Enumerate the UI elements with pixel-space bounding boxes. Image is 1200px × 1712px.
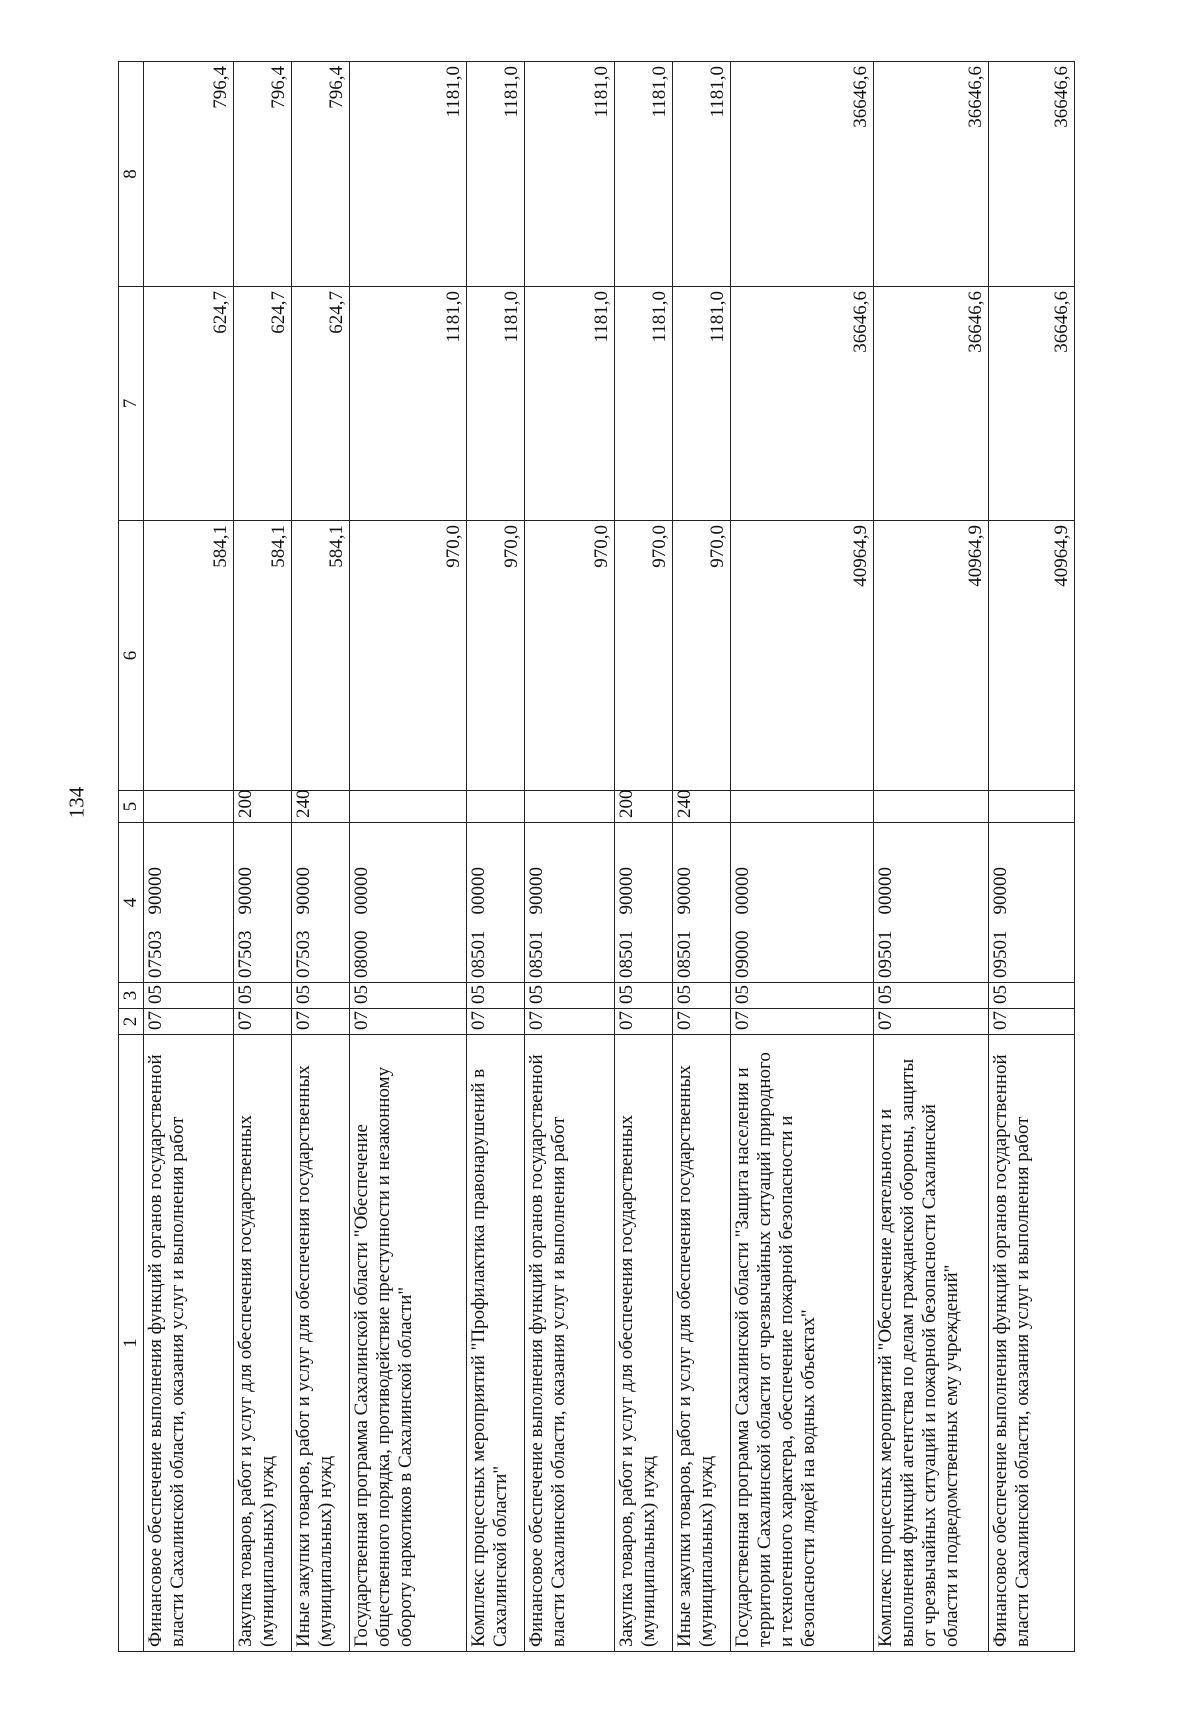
amount-col7-cell: 36646,6 — [989, 287, 1075, 521]
target-article-part-1: 08501 — [468, 930, 489, 978]
table-row — [292, 62, 350, 1652]
row-name-cell: Финансовое обеспечение выполнения функций органов государственной власти Сахалинской области, оказания услуг и выполнения работ — [989, 1035, 1075, 1652]
amount-col6-cell: 584,1 — [144, 521, 234, 791]
subsection-code-cell: 05 — [615, 983, 673, 1009]
column-header: 7 — [119, 287, 144, 521]
target-article-part-1: 08501 — [674, 930, 695, 978]
table-row — [525, 62, 615, 1652]
subsection-code-cell: 05 — [673, 983, 731, 1009]
rotated-table-container — [118, 62, 1073, 1652]
amount-col8-cell: 1181,0 — [350, 62, 467, 287]
target-article-part-2: 00000 — [351, 867, 372, 915]
amount-col8-cell: 36646,6 — [874, 62, 989, 287]
amount-col8-cell: 36646,6 — [731, 62, 874, 287]
column-header: 1 — [119, 1035, 144, 1652]
section-code-cell: 07 — [525, 1009, 615, 1035]
amount-col7-cell: 624,7 — [292, 287, 350, 521]
amount-col7-cell: 624,7 — [144, 287, 234, 521]
target-article-part-1: 07503 — [145, 930, 166, 978]
amount-col8-cell: 796,4 — [292, 62, 350, 287]
target-article-part-1: 08501 — [616, 930, 637, 978]
subsection-code-cell: 05 — [989, 983, 1075, 1009]
target-article-part-2: 00000 — [468, 867, 489, 915]
amount-col7-cell: 36646,6 — [874, 287, 989, 521]
amount-col8-cell: 796,4 — [144, 62, 234, 287]
table-row — [234, 62, 292, 1652]
target-article-part-1: 08501 — [526, 930, 547, 978]
table-row — [467, 62, 525, 1652]
section-code-cell: 07 — [731, 1009, 874, 1035]
amount-col6-cell: 40964,9 — [731, 521, 874, 791]
amount-col6-cell: 970,0 — [467, 521, 525, 791]
amount-col6-cell: 584,1 — [292, 521, 350, 791]
page-number: 134 — [64, 786, 89, 819]
row-name-cell: Государственная программа Сахалинской области "Защита населения и территории Сахалинской области от чрезвычайных ситуаций природного и техногенного характера, обеспечение пожарной безопасности и безопасности людей на водных объектах" — [731, 1035, 874, 1652]
column-header: 3 — [119, 983, 144, 1009]
target-article-cell — [234, 823, 292, 983]
amount-col6-cell: 970,0 — [350, 521, 467, 791]
section-code-cell: 07 — [673, 1009, 731, 1035]
row-name-cell: Финансовое обеспечение выполнения функций органов государственной власти Сахалинской области, оказания услуг и выполнения работ — [144, 1035, 234, 1652]
table-row — [874, 62, 989, 1652]
target-article-cell — [292, 823, 350, 983]
target-article-part-2: 90000 — [526, 867, 547, 915]
amount-col8-cell: 796,4 — [234, 62, 292, 287]
subsection-code-cell: 05 — [467, 983, 525, 1009]
amount-col8-cell: 1181,0 — [673, 62, 731, 287]
amount-col7-cell: 36646,6 — [731, 287, 874, 521]
target-article-part-2: 90000 — [293, 867, 314, 915]
target-article-part-1: 09000 — [732, 930, 753, 978]
amount-col8-cell: 36646,6 — [989, 62, 1075, 287]
column-header: 2 — [119, 1009, 144, 1035]
row-name-cell: Государственная программа Сахалинской области "Обеспечение общественного порядка, противодействие преступности и незаконному обороту наркотиков в Сахалинской области" — [350, 1035, 467, 1652]
expense-type-cell: 200 — [615, 791, 673, 823]
section-code-cell: 07 — [144, 1009, 234, 1035]
subsection-code-cell: 05 — [234, 983, 292, 1009]
subsection-code-cell: 05 — [292, 983, 350, 1009]
target-article-cell — [350, 823, 467, 983]
target-article-part-1: 07503 — [293, 930, 314, 978]
header-row — [119, 62, 144, 1652]
table-body — [119, 62, 1075, 1652]
target-article-cell — [989, 823, 1075, 983]
expense-type-cell: 200 — [234, 791, 292, 823]
budget-table — [118, 61, 1075, 1652]
subsection-code-cell: 05 — [350, 983, 467, 1009]
row-name-cell: Закупка товаров, работ и услуг для обеспечения государственных (муниципальных) нужд — [234, 1035, 292, 1652]
expense-type-cell — [874, 791, 989, 823]
column-header: 4 — [119, 823, 144, 983]
amount-col6-cell: 584,1 — [234, 521, 292, 791]
target-article-part-2: 90000 — [616, 867, 637, 915]
target-article-part-2: 00000 — [732, 867, 753, 915]
target-article-part-1: 09501 — [875, 930, 896, 978]
table-row — [989, 62, 1075, 1652]
expense-type-cell — [525, 791, 615, 823]
target-article-cell — [467, 823, 525, 983]
amount-col6-cell: 970,0 — [525, 521, 615, 791]
section-code-cell: 07 — [989, 1009, 1075, 1035]
target-article-cell — [144, 823, 234, 983]
table-row — [673, 62, 731, 1652]
expense-type-cell: 240 — [292, 791, 350, 823]
amount-col6-cell: 40964,9 — [874, 521, 989, 791]
amount-col7-cell: 624,7 — [234, 287, 292, 521]
amount-col6-cell: 970,0 — [673, 521, 731, 791]
target-article-part-2: 90000 — [990, 867, 1011, 915]
amount-col7-cell: 1181,0 — [673, 287, 731, 521]
section-code-cell: 07 — [874, 1009, 989, 1035]
section-code-cell: 07 — [467, 1009, 525, 1035]
target-article-part-1: 07503 — [235, 930, 256, 978]
subsection-code-cell: 05 — [874, 983, 989, 1009]
expense-type-cell — [467, 791, 525, 823]
column-header: 6 — [119, 521, 144, 791]
target-article-part-2: 00000 — [875, 867, 896, 915]
row-name-cell: Иные закупки товаров, работ и услуг для обеспечения государственных (муниципальных) нужд — [292, 1035, 350, 1652]
target-article-cell — [673, 823, 731, 983]
column-header: 8 — [119, 62, 144, 287]
section-code-cell: 07 — [234, 1009, 292, 1035]
amount-col7-cell: 1181,0 — [350, 287, 467, 521]
expense-type-cell — [731, 791, 874, 823]
expense-type-cell — [350, 791, 467, 823]
amount-col6-cell: 970,0 — [615, 521, 673, 791]
row-name-cell: Закупка товаров, работ и услуг для обеспечения государственных (муниципальных) нужд — [615, 1035, 673, 1652]
amount-col8-cell: 1181,0 — [615, 62, 673, 287]
amount-col6-cell: 40964,9 — [989, 521, 1075, 791]
section-code-cell: 07 — [292, 1009, 350, 1035]
amount-col7-cell: 1181,0 — [467, 287, 525, 521]
subsection-code-cell: 05 — [144, 983, 234, 1009]
table-row — [350, 62, 467, 1652]
row-name-cell: Комплекс процессных мероприятий "Обеспечение деятельности и выполнения функций агентства по делам гражданской обороны, защиты от чрезвычайных ситуаций и пожарной безопасности Сахалинской области и подведомственных ему учреждений" — [874, 1035, 989, 1652]
target-article-cell — [525, 823, 615, 983]
section-code-cell: 07 — [350, 1009, 467, 1035]
expense-type-cell: 240 — [673, 791, 731, 823]
column-header: 5 — [119, 791, 144, 823]
amount-col8-cell: 1181,0 — [467, 62, 525, 287]
expense-type-cell — [144, 791, 234, 823]
target-article-part-1: 09501 — [990, 930, 1011, 978]
amount-col7-cell: 1181,0 — [615, 287, 673, 521]
row-name-cell: Комплекс процессных мероприятий "Профилактика правонарушений в Сахалинской области" — [467, 1035, 525, 1652]
target-article-part-2: 90000 — [145, 867, 166, 915]
target-article-part-2: 90000 — [674, 867, 695, 915]
target-article-part-2: 90000 — [235, 867, 256, 915]
target-article-cell — [615, 823, 673, 983]
table-row — [615, 62, 673, 1652]
table-row — [144, 62, 234, 1652]
target-article-cell — [874, 823, 989, 983]
table-row — [731, 62, 874, 1652]
expense-type-cell — [989, 791, 1075, 823]
amount-col8-cell: 1181,0 — [525, 62, 615, 287]
subsection-code-cell: 05 — [731, 983, 874, 1009]
amount-col7-cell: 1181,0 — [525, 287, 615, 521]
subsection-code-cell: 05 — [525, 983, 615, 1009]
row-name-cell: Финансовое обеспечение выполнения функций органов государственной власти Сахалинской области, оказания услуг и выполнения работ — [525, 1035, 615, 1652]
target-article-cell — [731, 823, 874, 983]
row-name-cell: Иные закупки товаров, работ и услуг для обеспечения государственных (муниципальных) нужд — [673, 1035, 731, 1652]
target-article-part-1: 08000 — [351, 930, 372, 978]
section-code-cell: 07 — [615, 1009, 673, 1035]
